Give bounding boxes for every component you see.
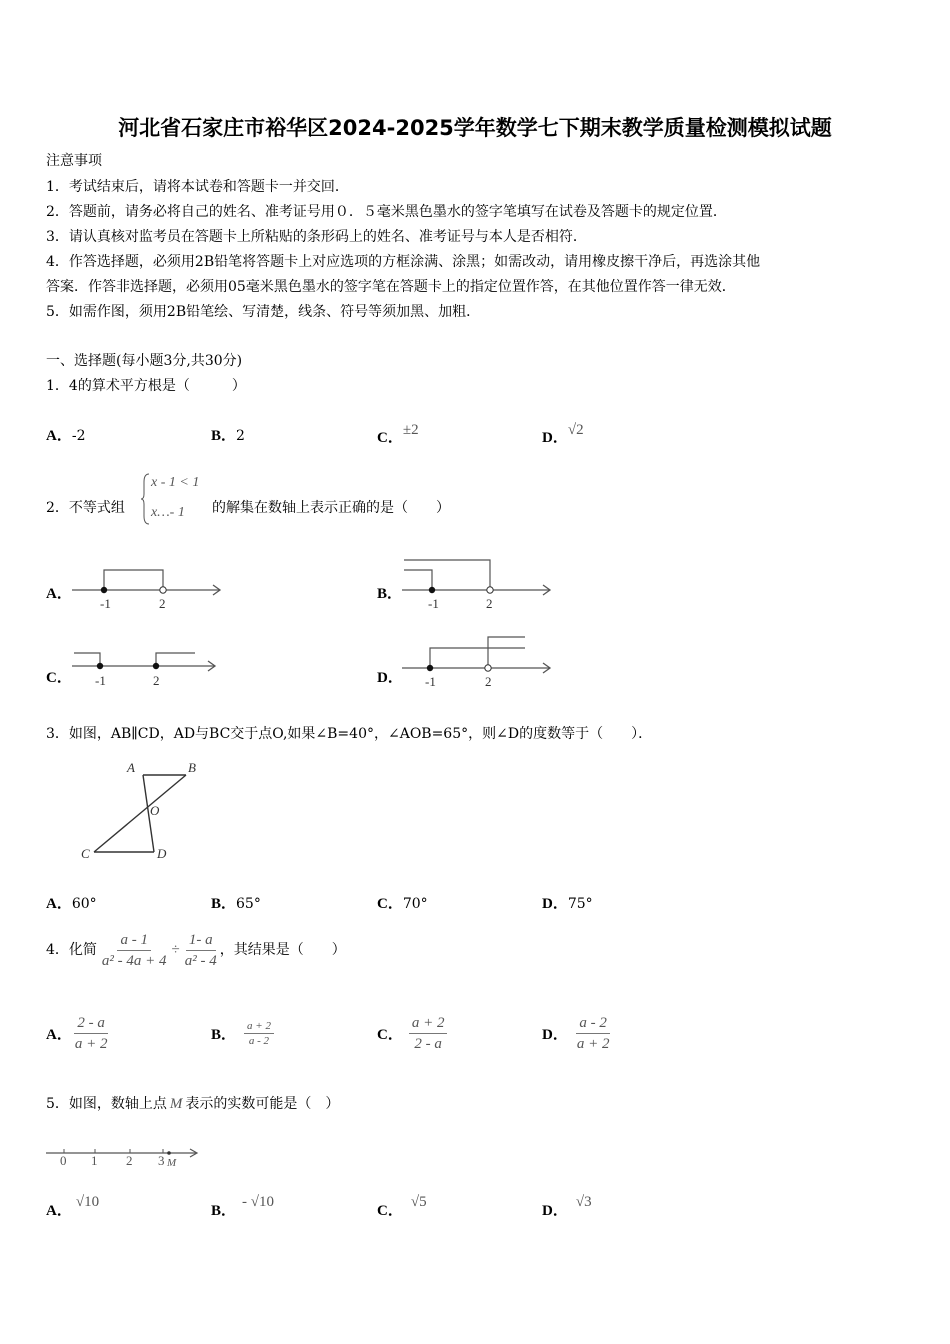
q3-option-a[interactable]: A．60°: [46, 896, 97, 912]
svg-text:M: M: [167, 1157, 177, 1169]
svg-text:B: B: [188, 760, 196, 775]
q2-option-b[interactable]: B．: [377, 586, 403, 602]
svg-text:A: A: [127, 760, 135, 775]
notice-item: 答案．作答非选择题，必须用05毫米黑色墨水的签字笔在答题卡上的指定位置作答，在其他位置作答一律无效．: [46, 279, 736, 295]
q4-option-d[interactable]: D． $\frac{a - 2}{a + 2}$: [542, 1014, 610, 1052]
svg-text:2: 2: [153, 673, 160, 688]
svg-text:-1: -1: [100, 596, 111, 610]
q5-number-line: [44, 1143, 204, 1173]
q2-prefix: 2．不等式组: [46, 500, 125, 516]
page-title: 河北省石家庄市裕华区2024-2025学年数学七下期末教学质量检测模拟试题: [118, 116, 832, 140]
section-heading: 一、选择题(每小题3分,共30分): [46, 353, 243, 369]
q4-fraction-2: $\frac{1- a}{\text{a² - 4}}$: [184, 931, 217, 969]
q4-option-c[interactable]: C． $\frac{a + 2}{2 - a}$: [377, 1010, 447, 1056]
q3-option-b[interactable]: B．65°: [211, 896, 261, 912]
svg-text:-1: -1: [425, 674, 436, 689]
svg-text:2: 2: [159, 596, 166, 610]
svg-text:0: 0: [60, 1153, 67, 1168]
svg-text:D: D: [157, 846, 167, 861]
q3-figure: [76, 756, 206, 866]
q2-option-c[interactable]: C．: [46, 670, 72, 686]
q2-suffix: 的解集在数轴上表示正确的是（ ）: [212, 500, 450, 516]
q3-option-c[interactable]: C．70°: [377, 896, 428, 912]
point-m-marker: [167, 1151, 171, 1155]
notice-item: 3．请认真核对监考员在答题卡上所粘贴的条形码上的姓名、准考证号与本人是否相符．: [46, 229, 587, 245]
svg-text:2: 2: [485, 674, 492, 689]
number-line-c: [70, 645, 220, 693]
brace-icon: [141, 472, 151, 526]
svg-text:2: 2: [486, 596, 493, 610]
svg-text:-1: -1: [428, 596, 439, 610]
notice-item: 5．如需作图，须用2B铅笔绘、写清楚，线条、符号等须加黑、加粗．: [46, 304, 481, 320]
notice-item: 4．作答选择题，必须用2B铅笔将答题卡上对应选项的方框涂满、涂黑；如需改动，请用橡皮擦干净后，再选涂其他: [46, 254, 761, 270]
q2-ineq-2: x…- 1: [151, 505, 185, 520]
q3-stem: 3．如图，AB∥CD，AD与BC交于点O,如果∠B=40°，∠AOB=65°，则∠D的度数等于（ ）．: [46, 726, 653, 742]
q2-ineq-1: x - 1 < 1: [151, 475, 200, 490]
q1-stem: 1．4的算术平方根是（ ）: [46, 378, 246, 394]
notice-item: 2．答题前，请务必将自己的姓名、准考证号用０．５毫米黑色墨水的签字笔填写在试卷及答题卡的规定位置．: [46, 204, 727, 220]
svg-text:O: O: [150, 803, 160, 818]
q4-stem: 4．化简 $\frac{a - 1}{\text{a² - 4a + 4}}$ ÷ $\frac{1- a}{\text{a² - 4}}$ ，其结果是（ ）: [46, 931, 346, 969]
notice-item: 1．考试结束后，请将本试卷和答题卡一并交回．: [46, 179, 349, 195]
q1-option-d[interactable]: D．√2: [542, 422, 584, 446]
q5-option-b[interactable]: B．- √10: [211, 1194, 274, 1219]
svg-text:2: 2: [126, 1153, 133, 1168]
number-line-b: [400, 555, 555, 610]
svg-text:C: C: [81, 846, 90, 861]
svg-text:3: 3: [158, 1153, 165, 1168]
svg-text:-1: -1: [95, 673, 106, 688]
q1-option-c[interactable]: C．±2: [377, 422, 419, 446]
q5-stem: 5．如图，数轴上点 M 表示的实数可能是（ ）: [46, 1096, 340, 1112]
q2-option-d[interactable]: D．: [377, 670, 403, 686]
q2-option-a[interactable]: A．: [46, 586, 72, 602]
number-line-d: [400, 632, 555, 692]
number-line-a: [70, 558, 225, 610]
q4-fraction-1: $\frac{a - 1}{\text{a² - 4a + 4}}$: [101, 931, 167, 969]
svg-text:1: 1: [91, 1153, 98, 1168]
q1-option-a[interactable]: A．-2: [46, 428, 86, 444]
q5-option-a[interactable]: A．√10: [46, 1194, 100, 1219]
q5-option-d[interactable]: D．√3: [542, 1194, 592, 1219]
q1-option-b[interactable]: B．2: [211, 428, 245, 444]
q4-option-a[interactable]: A． $\frac{2 - a}{a + 2}$: [46, 1014, 108, 1052]
q5-option-c[interactable]: C．√5: [377, 1194, 427, 1219]
q4-option-b[interactable]: B． $\frac{a + 2}{a - 2}$: [211, 1012, 274, 1054]
notice-heading: 注意事项: [46, 153, 102, 169]
q3-option-d[interactable]: D．75°: [542, 896, 593, 912]
